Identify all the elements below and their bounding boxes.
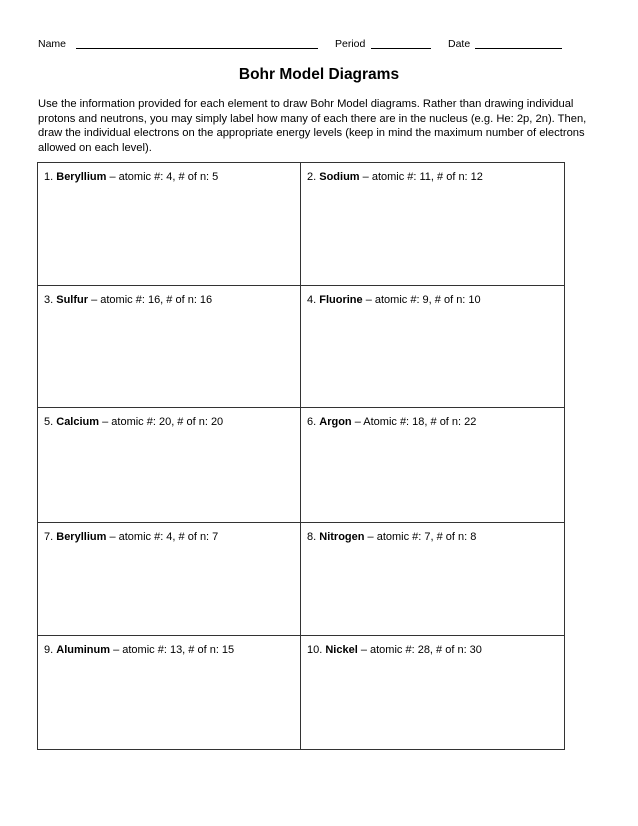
- element-number: 3.: [44, 294, 54, 306]
- date-blank[interactable]: [475, 48, 562, 49]
- element-number: 4.: [307, 294, 317, 306]
- element-name: Beryllium: [56, 171, 107, 183]
- page-title: Bohr Model Diagrams: [238, 66, 400, 83]
- element-number: 7.: [44, 531, 54, 543]
- element-number: 5.: [44, 416, 54, 428]
- date-label: Date: [448, 38, 471, 50]
- element-info: – atomic #: 7, # of n: 8: [364, 531, 477, 543]
- element-info: – atomic #: 4, # of n: 7: [106, 531, 219, 543]
- element-info: – atomic #: 13, # of n: 15: [110, 644, 235, 656]
- element-name: Beryllium: [56, 531, 107, 543]
- element-box-9[interactable]: [37, 635, 301, 750]
- element-info: – atomic #: 11, # of n: 12: [359, 171, 483, 183]
- element-number: 2.: [307, 171, 317, 183]
- element-name: Nitrogen: [319, 531, 365, 543]
- element-box-5[interactable]: [37, 407, 301, 523]
- name-blank[interactable]: [76, 48, 318, 49]
- element-number: 9.: [44, 644, 54, 656]
- element-number: 6.: [307, 416, 317, 428]
- element-info: – atomic #: 28, # of n: 30: [357, 644, 482, 656]
- instructions-text: Use the information provided for each element to draw Bohr Model diagrams. Rather than drawing individual protons and neutrons, you may simply label how many of each there are in the nucleus (e.g. He: 2p, 2n). Then, draw the individual electrons on the appropriate energy levels (keep in mind the maximum number of electrons allowed on each level).: [38, 98, 587, 154]
- period-blank[interactable]: [371, 48, 431, 49]
- element-number: 8.: [307, 531, 317, 543]
- element-name: Sulfur: [56, 294, 89, 306]
- element-box-3[interactable]: [37, 285, 301, 408]
- element-number: 1.: [44, 171, 54, 183]
- element-name: Argon: [319, 416, 352, 428]
- element-box-2[interactable]: [300, 162, 565, 286]
- element-number: 10.: [307, 644, 323, 656]
- element-info: – atomic #: 20, # of n: 20: [99, 416, 224, 428]
- element-name: Nickel: [325, 644, 358, 656]
- period-label: Period: [335, 38, 366, 50]
- element-box-1[interactable]: [37, 162, 301, 286]
- element-box-8[interactable]: [300, 522, 565, 636]
- element-name: Sodium: [319, 171, 360, 183]
- element-name: Aluminum: [56, 644, 111, 656]
- element-info: – atomic #: 16, # of n: 16: [88, 294, 213, 306]
- element-info: – atomic #: 9, # of n: 10: [362, 294, 481, 306]
- diagram-grid: [37, 162, 565, 750]
- element-box-7[interactable]: [37, 522, 301, 636]
- element-box-10[interactable]: [300, 635, 565, 750]
- student-info-line: [38, 38, 564, 54]
- element-box-4[interactable]: [300, 285, 565, 408]
- element-box-6[interactable]: [300, 407, 565, 523]
- element-name: Calcium: [56, 416, 100, 428]
- element-name: Fluorine: [319, 294, 363, 306]
- element-info: – atomic #: 4, # of n: 5: [106, 171, 219, 183]
- element-info: – Atomic #: 18, # of n: 22: [351, 416, 477, 428]
- name-label: Name: [38, 38, 67, 50]
